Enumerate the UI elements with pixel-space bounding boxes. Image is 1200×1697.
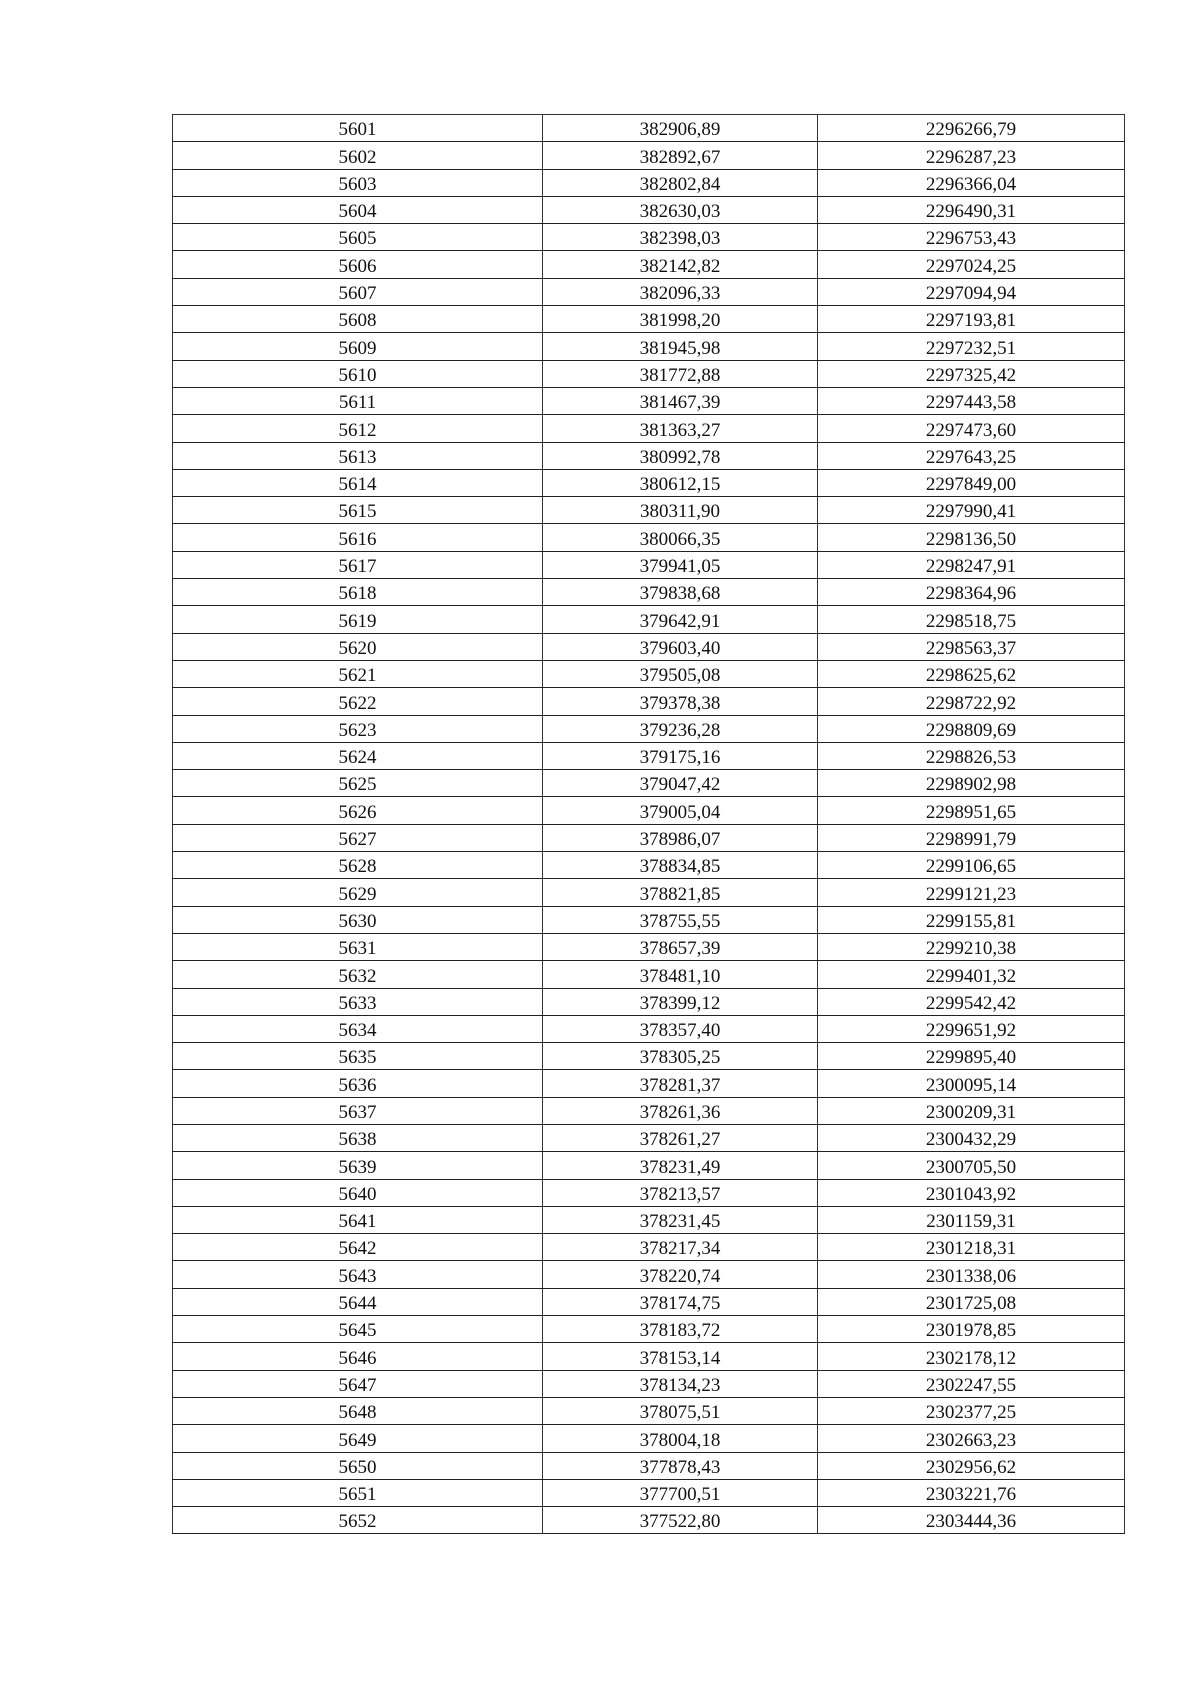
point-number-cell: 5623 (173, 715, 543, 742)
y-coordinate-cell: 2296287,23 (818, 142, 1125, 169)
point-number-cell: 5639 (173, 1152, 543, 1179)
y-coordinate-cell: 2302663,23 (818, 1425, 1125, 1452)
table-row (173, 142, 1125, 169)
point-number-cell: 5630 (173, 906, 543, 933)
point-number-cell: 5626 (173, 797, 543, 824)
table-row (173, 633, 1125, 660)
x-coordinate-cell: 382630,03 (543, 196, 818, 223)
table-row (173, 1234, 1125, 1261)
point-number-cell: 5601 (173, 115, 543, 142)
x-coordinate-cell: 378657,39 (543, 933, 818, 960)
table-row (173, 1479, 1125, 1506)
table-row (173, 1206, 1125, 1233)
y-coordinate-cell: 2297325,42 (818, 360, 1125, 387)
x-coordinate-cell: 380612,15 (543, 469, 818, 496)
point-number-cell: 5621 (173, 660, 543, 687)
x-coordinate-cell: 382906,89 (543, 115, 818, 142)
y-coordinate-cell: 2297473,60 (818, 415, 1125, 442)
table-row (173, 1343, 1125, 1370)
y-coordinate-cell: 2301218,31 (818, 1234, 1125, 1261)
table-row (173, 1070, 1125, 1097)
point-number-cell: 5613 (173, 442, 543, 469)
point-number-cell: 5632 (173, 961, 543, 988)
y-coordinate-cell: 2301978,85 (818, 1316, 1125, 1343)
x-coordinate-cell: 380066,35 (543, 524, 818, 551)
x-coordinate-cell: 379505,08 (543, 660, 818, 687)
x-coordinate-cell: 379838,68 (543, 579, 818, 606)
table-row (173, 251, 1125, 278)
point-number-cell: 5624 (173, 742, 543, 769)
x-coordinate-cell: 381772,88 (543, 360, 818, 387)
y-coordinate-cell: 2298902,98 (818, 770, 1125, 797)
table-row (173, 1397, 1125, 1424)
y-coordinate-cell: 2303444,36 (818, 1507, 1125, 1534)
y-coordinate-cell: 2296366,04 (818, 169, 1125, 196)
x-coordinate-cell: 382398,03 (543, 224, 818, 251)
table-row (173, 333, 1125, 360)
table-row (173, 442, 1125, 469)
y-coordinate-cell: 2298809,69 (818, 715, 1125, 742)
point-number-cell: 5637 (173, 1097, 543, 1124)
x-coordinate-cell: 379005,04 (543, 797, 818, 824)
x-coordinate-cell: 381998,20 (543, 306, 818, 333)
x-coordinate-cell: 377700,51 (543, 1479, 818, 1506)
table-row (173, 1043, 1125, 1070)
table-row (173, 524, 1125, 551)
y-coordinate-cell: 2297024,25 (818, 251, 1125, 278)
y-coordinate-cell: 2297443,58 (818, 387, 1125, 414)
x-coordinate-cell: 382892,67 (543, 142, 818, 169)
y-coordinate-cell: 2299210,38 (818, 933, 1125, 960)
y-coordinate-cell: 2296490,31 (818, 196, 1125, 223)
point-number-cell: 5629 (173, 879, 543, 906)
point-number-cell: 5643 (173, 1261, 543, 1288)
point-number-cell: 5640 (173, 1179, 543, 1206)
x-coordinate-cell: 378261,36 (543, 1097, 818, 1124)
table-row (173, 770, 1125, 797)
x-coordinate-cell: 379603,40 (543, 633, 818, 660)
x-coordinate-cell: 378217,34 (543, 1234, 818, 1261)
x-coordinate-cell: 378231,45 (543, 1206, 818, 1233)
table-row (173, 1288, 1125, 1315)
table-row (173, 169, 1125, 196)
x-coordinate-cell: 378281,37 (543, 1070, 818, 1097)
point-number-cell: 5607 (173, 278, 543, 305)
y-coordinate-cell: 2297232,51 (818, 333, 1125, 360)
x-coordinate-cell: 378305,25 (543, 1043, 818, 1070)
y-coordinate-cell: 2299155,81 (818, 906, 1125, 933)
x-coordinate-cell: 378986,07 (543, 824, 818, 851)
y-coordinate-cell: 2297094,94 (818, 278, 1125, 305)
table-row (173, 115, 1125, 142)
table-row (173, 1179, 1125, 1206)
point-number-cell: 5649 (173, 1425, 543, 1452)
table-row (173, 469, 1125, 496)
table-row (173, 933, 1125, 960)
y-coordinate-cell: 2298563,37 (818, 633, 1125, 660)
y-coordinate-cell: 2298136,50 (818, 524, 1125, 551)
y-coordinate-cell: 2296266,79 (818, 115, 1125, 142)
point-number-cell: 5635 (173, 1043, 543, 1070)
table-row (173, 852, 1125, 879)
table-row (173, 1507, 1125, 1534)
x-coordinate-cell: 382096,33 (543, 278, 818, 305)
point-number-cell: 5614 (173, 469, 543, 496)
table-row (173, 1425, 1125, 1452)
point-number-cell: 5628 (173, 852, 543, 879)
point-number-cell: 5609 (173, 333, 543, 360)
x-coordinate-cell: 378183,72 (543, 1316, 818, 1343)
x-coordinate-cell: 378755,55 (543, 906, 818, 933)
y-coordinate-cell: 2298991,79 (818, 824, 1125, 851)
x-coordinate-cell: 380992,78 (543, 442, 818, 469)
table-row (173, 1452, 1125, 1479)
table-row (173, 1124, 1125, 1151)
table-row (173, 1316, 1125, 1343)
y-coordinate-cell: 2301338,06 (818, 1261, 1125, 1288)
point-number-cell: 5645 (173, 1316, 543, 1343)
y-coordinate-cell: 2302956,62 (818, 1452, 1125, 1479)
point-number-cell: 5610 (173, 360, 543, 387)
y-coordinate-cell: 2297643,25 (818, 442, 1125, 469)
x-coordinate-cell: 379941,05 (543, 551, 818, 578)
x-coordinate-cell: 378231,49 (543, 1152, 818, 1179)
x-coordinate-cell: 378821,85 (543, 879, 818, 906)
point-number-cell: 5606 (173, 251, 543, 278)
y-coordinate-cell: 2299106,65 (818, 852, 1125, 879)
y-coordinate-cell: 2300209,31 (818, 1097, 1125, 1124)
y-coordinate-cell: 2299542,42 (818, 988, 1125, 1015)
x-coordinate-cell: 382142,82 (543, 251, 818, 278)
table-row (173, 196, 1125, 223)
x-coordinate-cell: 378481,10 (543, 961, 818, 988)
x-coordinate-cell: 378220,74 (543, 1261, 818, 1288)
x-coordinate-cell: 379047,42 (543, 770, 818, 797)
table-row (173, 988, 1125, 1015)
y-coordinate-cell: 2297849,00 (818, 469, 1125, 496)
table-row (173, 1152, 1125, 1179)
y-coordinate-cell: 2301043,92 (818, 1179, 1125, 1206)
y-coordinate-cell: 2297990,41 (818, 497, 1125, 524)
point-number-cell: 5634 (173, 1015, 543, 1042)
point-number-cell: 5644 (173, 1288, 543, 1315)
table-row (173, 1097, 1125, 1124)
table-row (173, 824, 1125, 851)
x-coordinate-cell: 379236,28 (543, 715, 818, 742)
table-row (173, 224, 1125, 251)
table-row (173, 579, 1125, 606)
x-coordinate-cell: 378357,40 (543, 1015, 818, 1042)
y-coordinate-cell: 2303221,76 (818, 1479, 1125, 1506)
point-number-cell: 5603 (173, 169, 543, 196)
table-row (173, 715, 1125, 742)
y-coordinate-cell: 2298722,92 (818, 688, 1125, 715)
point-number-cell: 5631 (173, 933, 543, 960)
table-row (173, 742, 1125, 769)
y-coordinate-cell: 2301725,08 (818, 1288, 1125, 1315)
point-number-cell: 5605 (173, 224, 543, 251)
table-row (173, 1261, 1125, 1288)
y-coordinate-cell: 2300705,50 (818, 1152, 1125, 1179)
point-number-cell: 5648 (173, 1397, 543, 1424)
y-coordinate-cell: 2301159,31 (818, 1206, 1125, 1233)
point-number-cell: 5641 (173, 1206, 543, 1233)
x-coordinate-cell: 378213,57 (543, 1179, 818, 1206)
point-number-cell: 5602 (173, 142, 543, 169)
x-coordinate-cell: 377522,80 (543, 1507, 818, 1534)
y-coordinate-cell: 2296753,43 (818, 224, 1125, 251)
x-coordinate-cell: 378004,18 (543, 1425, 818, 1452)
point-number-cell: 5619 (173, 606, 543, 633)
table-row (173, 551, 1125, 578)
point-number-cell: 5618 (173, 579, 543, 606)
point-number-cell: 5638 (173, 1124, 543, 1151)
point-number-cell: 5617 (173, 551, 543, 578)
point-number-cell: 5604 (173, 196, 543, 223)
x-coordinate-cell: 378174,75 (543, 1288, 818, 1315)
point-number-cell: 5646 (173, 1343, 543, 1370)
table-row (173, 906, 1125, 933)
point-number-cell: 5633 (173, 988, 543, 1015)
x-coordinate-cell: 381467,39 (543, 387, 818, 414)
point-number-cell: 5625 (173, 770, 543, 797)
y-coordinate-cell: 2302178,12 (818, 1343, 1125, 1370)
x-coordinate-cell: 382802,84 (543, 169, 818, 196)
point-number-cell: 5652 (173, 1507, 543, 1534)
point-number-cell: 5612 (173, 415, 543, 442)
x-coordinate-cell: 378834,85 (543, 852, 818, 879)
point-number-cell: 5636 (173, 1070, 543, 1097)
table-row (173, 606, 1125, 633)
point-number-cell: 5620 (173, 633, 543, 660)
x-coordinate-cell: 377878,43 (543, 1452, 818, 1479)
table-row (173, 660, 1125, 687)
point-number-cell: 5622 (173, 688, 543, 715)
x-coordinate-cell: 379378,38 (543, 688, 818, 715)
point-number-cell: 5650 (173, 1452, 543, 1479)
y-coordinate-cell: 2297193,81 (818, 306, 1125, 333)
y-coordinate-cell: 2299121,23 (818, 879, 1125, 906)
x-coordinate-cell: 379175,16 (543, 742, 818, 769)
point-number-cell: 5642 (173, 1234, 543, 1261)
point-number-cell: 5615 (173, 497, 543, 524)
table-row (173, 1015, 1125, 1042)
point-number-cell: 5651 (173, 1479, 543, 1506)
table-row (173, 387, 1125, 414)
y-coordinate-cell: 2298518,75 (818, 606, 1125, 633)
table-row (173, 497, 1125, 524)
point-number-cell: 5647 (173, 1370, 543, 1397)
point-number-cell: 5616 (173, 524, 543, 551)
y-coordinate-cell: 2302377,25 (818, 1397, 1125, 1424)
table-row (173, 961, 1125, 988)
y-coordinate-cell: 2302247,55 (818, 1370, 1125, 1397)
y-coordinate-cell: 2298951,65 (818, 797, 1125, 824)
y-coordinate-cell: 2298364,96 (818, 579, 1125, 606)
table-row (173, 278, 1125, 305)
x-coordinate-cell: 381945,98 (543, 333, 818, 360)
table-row (173, 879, 1125, 906)
x-coordinate-cell: 380311,90 (543, 497, 818, 524)
x-coordinate-cell: 378399,12 (543, 988, 818, 1015)
table-row (173, 1370, 1125, 1397)
table-row (173, 415, 1125, 442)
y-coordinate-cell: 2298826,53 (818, 742, 1125, 769)
point-number-cell: 5608 (173, 306, 543, 333)
x-coordinate-cell: 381363,27 (543, 415, 818, 442)
coordinates-table-body (173, 115, 1125, 1534)
y-coordinate-cell: 2300432,29 (818, 1124, 1125, 1151)
y-coordinate-cell: 2298247,91 (818, 551, 1125, 578)
x-coordinate-cell: 378075,51 (543, 1397, 818, 1424)
x-coordinate-cell: 378134,23 (543, 1370, 818, 1397)
point-number-cell: 5627 (173, 824, 543, 851)
y-coordinate-cell: 2299895,40 (818, 1043, 1125, 1070)
y-coordinate-cell: 2298625,62 (818, 660, 1125, 687)
y-coordinate-cell: 2299401,32 (818, 961, 1125, 988)
table-row (173, 688, 1125, 715)
table-row (173, 797, 1125, 824)
x-coordinate-cell: 379642,91 (543, 606, 818, 633)
table-row (173, 360, 1125, 387)
point-number-cell: 5611 (173, 387, 543, 414)
y-coordinate-cell: 2300095,14 (818, 1070, 1125, 1097)
x-coordinate-cell: 378261,27 (543, 1124, 818, 1151)
y-coordinate-cell: 2299651,92 (818, 1015, 1125, 1042)
table-row (173, 306, 1125, 333)
coordinates-table (172, 114, 1125, 1534)
x-coordinate-cell: 378153,14 (543, 1343, 818, 1370)
